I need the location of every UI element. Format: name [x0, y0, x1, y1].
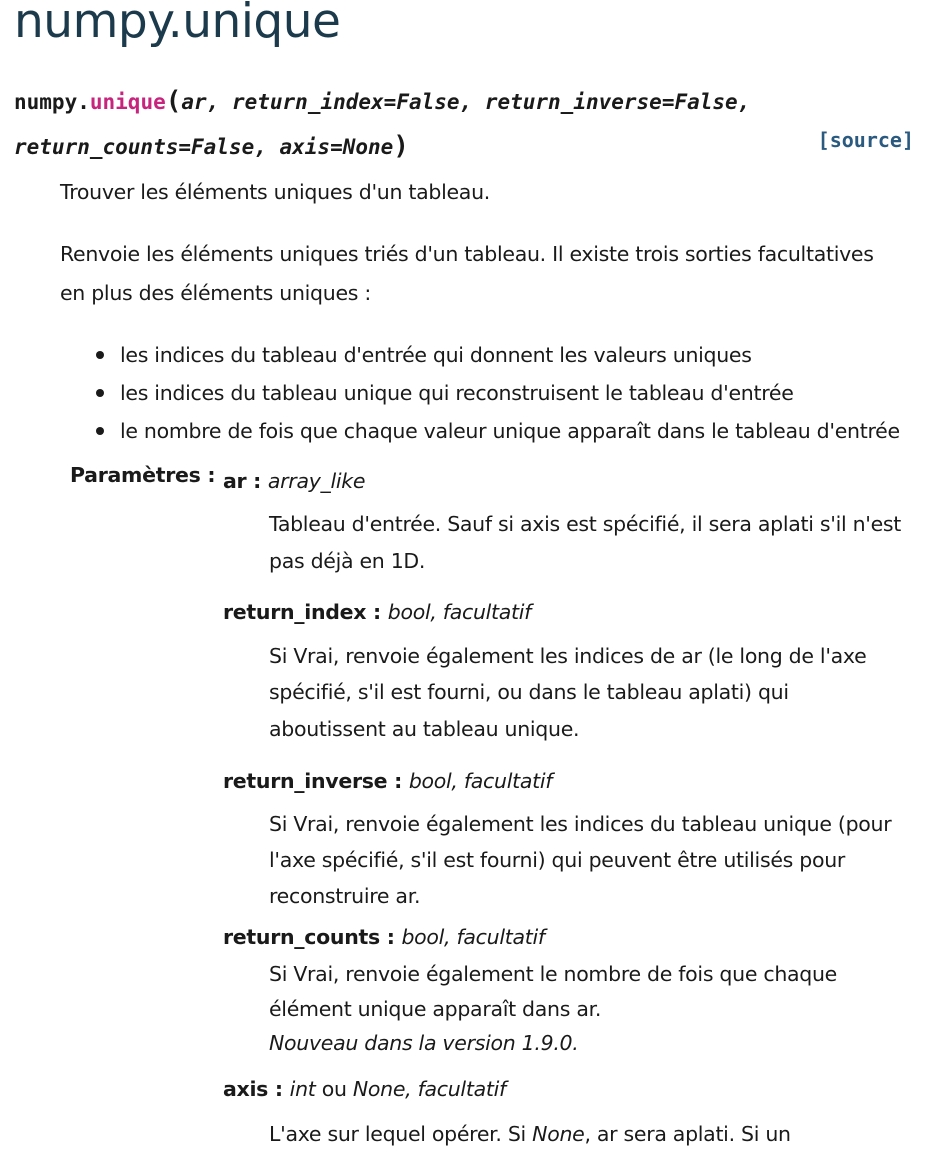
param-name: ar: [223, 469, 247, 493]
desc-emphasis: None: [532, 1122, 585, 1146]
list-item-text: les indices du tableau unique qui reconstruisent le tableau d'entrée: [120, 381, 794, 405]
param-type-connector: ou: [315, 1077, 353, 1101]
page-title: numpy.unique: [14, 0, 341, 49]
list-item-text: les indices du tableau d'entrée qui donnent les valeurs uniques: [120, 343, 752, 367]
description-line-2: en plus des éléments uniques :: [60, 281, 371, 305]
signature-line-1: [14, 86, 750, 116]
param-name: return_index: [223, 600, 367, 624]
bullet-dot: [96, 389, 104, 397]
param-desc-line: Si Vrai, renvoie également les indices du tableau unique (pour: [269, 812, 892, 836]
param-desc-line: Tableau d'entrée. Sauf si axis est spécifié, il sera aplati s'il n'est: [269, 512, 902, 536]
param-name: axis: [223, 1077, 269, 1101]
param-type: bool, facultatif: [387, 600, 532, 624]
signature-function-name: unique: [89, 90, 166, 114]
version-note: Nouveau dans la version 1.9.0.: [269, 1031, 579, 1055]
param-desc-line: aboutissent au tableau unique.: [269, 717, 580, 741]
outputs-list: [96, 336, 900, 450]
signature-params-line-2: return_counts=False, axis=None: [14, 135, 394, 159]
signature-params-line-1: ar, return_index=False, return_inverse=False,: [181, 90, 751, 114]
signature-dot: .: [77, 90, 90, 114]
param-type: bool, facultatif: [408, 769, 553, 793]
summary-text: Trouver les éléments uniques d'un tableau.: [60, 180, 490, 204]
param-separator: :: [366, 600, 388, 624]
parameters-label: Paramètres :: [70, 463, 216, 487]
param-separator: :: [379, 925, 402, 949]
param-separator: :: [246, 469, 268, 493]
list-item-text: le nombre de fois que chaque valeur unique apparaît dans le tableau d'entrée: [120, 419, 900, 443]
param-type: None, facultatif: [352, 1077, 506, 1101]
bullet-dot: [96, 427, 104, 435]
param-desc-line: reconstruire ar.: [269, 884, 421, 908]
desc-text: , ar sera aplati. Si un: [584, 1122, 791, 1146]
param-separator: :: [387, 769, 409, 793]
bullet-dot: [96, 351, 104, 359]
description-line-1: Renvoie les éléments uniques triés d'un tableau. Il existe trois sorties facultatives: [60, 242, 874, 266]
param-name: return_counts: [223, 925, 380, 949]
param-desc-line: pas déjà en 1D.: [269, 549, 426, 573]
param-desc-line: spécifié, s'il est fourni, ou dans le tableau aplati) qui: [269, 680, 789, 704]
list-item: [96, 412, 900, 450]
param-type: bool, facultatif: [401, 925, 545, 949]
source-link[interactable]: [source]: [817, 128, 914, 152]
param-desc-line: [269, 1116, 791, 1153]
signature-close-paren: ): [393, 131, 409, 161]
list-item: [96, 374, 900, 412]
param-header-axis: [223, 1071, 506, 1108]
signature-line-2: [14, 131, 409, 161]
param-type: int: [289, 1077, 316, 1101]
param-header-return-counts: [223, 919, 545, 956]
param-desc-line: l'axe spécifié, s'il est fourni) qui peuvent être utilisés pour: [269, 848, 846, 872]
signature-open-paren: (: [165, 86, 182, 116]
list-item: [96, 336, 900, 374]
desc-text: L'axe sur lequel opérer. Si: [269, 1122, 533, 1146]
param-desc-line: élément unique apparaît dans ar.: [269, 997, 602, 1021]
param-desc-line: Si Vrai, renvoie également le nombre de fois que chaque: [269, 962, 837, 986]
param-name: return_inverse: [223, 769, 388, 793]
param-header-ar: [223, 463, 365, 500]
param-separator: :: [268, 1077, 290, 1101]
signature-module: numpy: [14, 90, 78, 114]
param-type: array_like: [267, 469, 366, 493]
param-desc-line: Si Vrai, renvoie également les indices de ar (le long de l'axe: [269, 644, 867, 668]
param-header-return-index: [223, 594, 531, 631]
param-header-return-inverse: [223, 763, 552, 800]
